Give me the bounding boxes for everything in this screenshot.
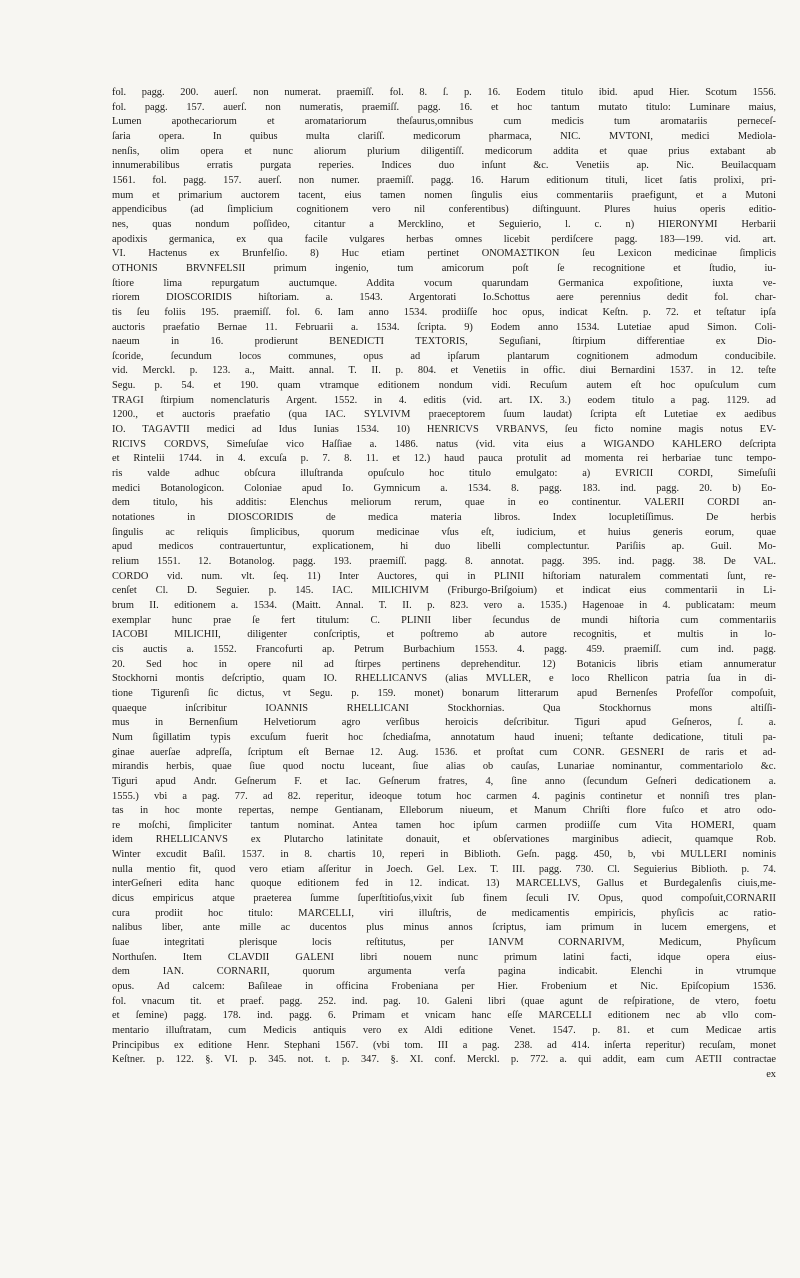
text-line: ex — [766, 1068, 776, 1080]
text-line: 1200., et auctoris praefatio (qua IAC. SYLVIVM praeceptorem ſuum laudat) ſcripta eſt Lutetiae ex aedibus — [112, 409, 776, 421]
text-line: quaeque inſcribitur IOANNIS RHELLICANI Stockhornias. Qua Stockhornus mons altiſſi- — [112, 702, 776, 714]
text-line: OTHONIS BRVNFELSII primum ingenio, tum amicorum poſt ſe recognitione et ſtudio, iu- — [112, 262, 776, 274]
text-line: dem titulo, his additis: Elenchus meliorum rerum, quae in eo continentur. VALERII CORDI an- — [112, 497, 776, 509]
text-line: nulla mentio fit, quod vero etiam aſſeritur in Joech. Gel. Lex. T. III. pagg. 730. Cl. Seguierius Biblioth. p. 74. — [112, 863, 776, 875]
text-line: ſingulis ac reliquis ſimplicibus, quorum medicinae vſus eſt, iudicium, et huius generis eorum, quae — [112, 526, 776, 538]
text-line: dicus empiricus atque praeterea ſumme ſuperſtitioſus,vixit ſub finem ſeculi IV. Opus, quod compoſuit,CORNARII — [112, 893, 776, 905]
text-line: 20. Sed hoc in opere nil ad ſtirpes pertinens deprehenditur. 12) Botanicis libris etiam annumeratur — [112, 658, 776, 670]
text-line: Segu. p. 54. et 190. quam vtramque editionem nondum vidi. Recuſum autem eſt hoc opuſculum cum — [112, 380, 776, 392]
text-line: Keſtner. p. 122. §. VI. p. 345. not. t. p. 347. §. XI. conf. Merckl. p. 772. a. qui addit, eam cum AETII contractae — [112, 1054, 776, 1066]
text-line: et ſemine) pagg. 178. ind. pagg. 6. Primam et vnicam hanc eſſe MARCELLI editionem nec ab vllo com- — [112, 1010, 776, 1022]
text-line: mentario illuſtratam, cum Medicis antiquis vero ex Aldi editione Venet. 1547. p. 81. et cum Medicae artis — [112, 1025, 776, 1036]
text-line: Tiguri apud Andr. Geſnerum F. et Iac. Geſnerum fratres, 4, ſine anno (ſecundum Geſneri dedicationem a. — [112, 775, 776, 787]
text-line: tas in hoc monte repertas, nempe Gentianam, Elleborum niueum, et Manum Chriſti flore fuſco et atro odo- — [112, 805, 776, 817]
text-line: dem IAN. CORNARII, quorum argumenta verſa pagina indicabit. Elenchi in vtrumque — [112, 966, 776, 978]
text-line: RICIVS CORDVS, Simeſuſae vico Haſſiae a. 1486. natus (vid. vita eius a WIGANDO KAHLERO deſcripta — [112, 438, 776, 450]
text-line: mirandis herbis, quae ſiue quod noctu luceant, ſiue alias ob cauſas, Lunariae nominantur, commentariolo &c. — [112, 761, 776, 773]
text-line: 1555.) vbi a pag. 77. ad 82. reperitur, ideoque totum hoc carmen 4. paginis continetur et nonniſi tres plan- — [112, 790, 776, 802]
text-line: innumerabilibus erratis purgata reperies. Indices duo inſunt &c. Venetiis ap. Nic. Beuilacquam — [112, 160, 776, 172]
text-line: 1561. fol. pagg. 157. auerſ. non numer. praemiſſ. pagg. 16. Harum editionum tituli, licet ſatis prolixi, pri- — [112, 174, 776, 186]
text-line: relium 1551. 12. Botanolog. pagg. 193. praemiſſ. pagg. 8. annotat. pagg. 395. ind. pagg. 38. De VAL. — [112, 556, 776, 567]
text-line: TRAGI ſtirpium nomenclaturis Argent. 1552. in 4. editis (vid. art. IX. 3.) eodem titulo a pag. 1129. ad — [112, 394, 776, 406]
text-line: fol. pagg. 157. auerſ. non numeratis, praemiſſ. pagg. 16. et hoc tantum mutato titulo: Luminare maius, — [112, 101, 776, 113]
text-line: et Rintelii 1744. in 4. excuſa p. 7. 8. 11. et 12.) haud pauca protulit ad momenta rei herbariae tunc tempo- — [112, 453, 776, 465]
text-line: cis auctis a. 1552. Francofurti ap. Petrum Burbachium 1553. 4. pagg. 459. praemiſſ. cum ind. pagg. — [112, 643, 776, 655]
text-line: Northuſen. Item CLAVDII GALENI libri nouem nunc primum latini facti, idque opera eius- — [112, 951, 776, 963]
text-line: Winter excudit Baſil. 1537. in 8. chartis 10, reperi in Biblioth. Geſn. pagg. 450, b, vbi MULLERI nominis — [112, 849, 776, 861]
text-line: apud medicos contrauertuntur, explicationem, hi duo libelli complectuntur. Pariſiis ap. Guil. Mo- — [112, 541, 776, 553]
text-line: interGeſneri edita hanc quoque editionem fed in 12. indicat. 13) MARCELLVS, Gallus et Burdegalenſis ciuis,me- — [112, 878, 776, 890]
text-line: CORDO vid. num. vlt. ſeq. 11) Inter Auctores, qui in PLINII hiſtoriam naturalem commentati ſunt, re- — [112, 570, 776, 582]
text-line: appendicibus (ad ſimplicium cognitionem vero nil conferentibus) diſtinguunt. Plures huius operis editio- — [112, 204, 776, 216]
text-line: nes, quas nondum poſſideo, citantur a Mercklino, et Seguierio, l. c. n) HIERONYMI Herbarii — [112, 218, 776, 230]
text-line: exemplar hunc prae ſe fert titulum: C. PLINII liber ſecundus de mundi hiſtoria cum commentariis — [112, 614, 776, 626]
text-line: vid. Merckl. p. 123. a., Maitt. annal. T. II. p. 804. et Venetiis in offic. diui Bernardini 1537. in 12. teſte — [112, 365, 776, 377]
text-line: naeum in 16. prodierunt BENEDICTI TEXTORIS, Seguſiani, ſtirpium differentiae ex Dio- — [112, 336, 776, 348]
text-line: ſaria opera. In quibus multa clariſſ. medicorum pharmaca, NIC. MVTONI, medici Mediola- — [112, 130, 776, 142]
text-line: fol. pagg. 200. auerſ. non numerat. praemiſſ. fol. 8. ſ. p. 16. Eodem titulo ibid. apud Hier. Scotum 1556. — [112, 87, 776, 98]
body-text — [112, 86, 776, 1083]
text-line: Num ſigillatim typis excuſum fuerit hoc ſchediaſma, annotatum haud inueni; teſtante dedicatione, tituli pa- — [112, 731, 776, 743]
text-line: ris valde adhuc obſcura illuſtranda opuſculo hoc titulo emulgato: a) EVRICII CORDI, Simeſuſii — [112, 468, 776, 480]
text-line: IO. TAGAVTII medici ad Idus Iunias 1534. 10) HENRICVS VRBANVS, ſeu ficto nomine magis notus EV- — [112, 424, 776, 436]
text-line: Principibus ex editione Henr. Stephani 1567. (vbi tom. III a pag. 238. ad 414. inſerta reperitur) recuſam, monet — [112, 1039, 776, 1051]
text-line: notationes in DIOSCORIDIS de medica materia libros. Index locupletiſſimus. De herbis — [112, 512, 776, 524]
text-line: re moſchi, ſimpliciter tantum nominat. Antea tamen hoc ipſum carmen prodiiſſe cum Vita HOMERI, quam — [112, 819, 776, 831]
text-line: ſuae integritati plerisque locis reſtitutus, per IANVM CORNARIVM, Medicum, Phyſicum — [112, 937, 776, 949]
text-line: cura prodiit hoc titulo: MARCELLI, viri illuſtris, de medicamentis empiricis, phyſicis ac ratio- — [112, 907, 776, 919]
text-line: brum II. editionem a. 1534. (Maitt. Annal. T. II. p. 823. vero a. 1535.) Hagenoae in 4. publicatam: meum — [112, 599, 776, 611]
text-line: VI. Hactenus ex Brunfelſio. 8) Huc etiam pertinet ONOMAΣTIKON ſeu Lexicon medicinae ſimplicis — [112, 248, 776, 260]
text-line: IACOBI MILICHII, diligenter conſcriptis, et poſtremo ab autore recognitis, et multis in lo- — [112, 629, 776, 641]
text-line: ſcoride, ſecundum locos communes, opus ad ipſarum plantarum cognitionem admodum conducibile. — [112, 350, 776, 362]
text-line: Stockhorni montis deſcriptio, quam IO. RHELLICANVS (alias MVLLER, e loco Rhellicon patria ſua in di- — [112, 673, 776, 685]
text-line: ſtiore lima repurgatum auctumque. Addita vocum quarundam Germanica expoſitione, iuxta ve- — [112, 277, 776, 289]
text-line: nenſis, olim opera et nunc aliorum plurium diligentiſſ. medicorum addita et quae prius extabant ab — [112, 145, 776, 157]
text-line: nalibus liber, ante mille ac ducentos plus minus annos ſcriptus, iam primum in lucem emergens, et — [112, 922, 776, 934]
text-line: tis ſeu foliis 195. praemiſſ. fol. 6. Iam anno 1534. prodiiſſe hoc opus, indicat Keſtn. p. 72. et teſtatur ipſa — [112, 306, 776, 318]
text-line: medici Botanologicon. Coloniae apud Io. Gymnicum a. 1534. 8. pagg. 183. ind. pagg. 20. b) Eo- — [112, 482, 776, 494]
text-line: ginae auerſae adpreſſa, ſcriptum eſt Bernae 12. Aug. 1536. et proſtat cum CONR. GESNERI de raris et ad- — [112, 746, 776, 758]
text-line: auctoris praefatio Bernae 11. Februarii a. 1534. ſcripta. 9) Eodem anno 1534. Lutetiae apud Simon. Coli- — [112, 321, 776, 333]
text-line: mus in Bernenſium Helvetiorum agro verſibus heroicis deſcribitur. Tiguri apud Geſneros, ſ. a. — [112, 717, 776, 729]
text-line: mum et primarium auctorem tacent, eius tamen nomen ſingulis eius commentariis praefigunt, et a Mutoni — [112, 189, 776, 201]
text-line: Lumen apothecariorum et aromatariorum theſaurus,omnibus cum medicis tum aromatariis perneceſ- — [112, 116, 776, 128]
text-line: idem RHELLICANVS ex Plutarcho latinitate donauit, et obſervationes marginibus adiecit, quamque Rob. — [112, 834, 776, 846]
text-line: opus. Ad calcem: Baſileae in officina Frobeniana per Hier. Frobenium et Nic. Epiſcopium 1536. — [112, 981, 776, 993]
text-line: apodixis germanica, ex qua facile vulgares herbas omnes licebit perdiſcere pagg. 183—199. vid. art. — [112, 233, 776, 245]
text-line: tione Tigurenſi ſic dictus, vt Segu. p. 159. monet) bonarum litterarum apud Bernenſes Profeſſor compoſuit, — [112, 687, 776, 699]
text-line: cenſet Cl. D. Seguier. p. 145. IAC. MILICHIVM (Friburgo-Briſgoium) et indicat eius commentarii in Li- — [112, 585, 776, 597]
text-line: fol. vnacum tit. et praef. pagg. 252. ind. pag. 10. Galeni libri (quae agunt de reſpiratione, de vtero, foetu — [112, 995, 776, 1007]
text-line: riorem DIOSCORIDIS hiſtoriam. a. 1543. Argentorati Io.Schottus aere perennius dedit fol. char- — [112, 292, 776, 304]
